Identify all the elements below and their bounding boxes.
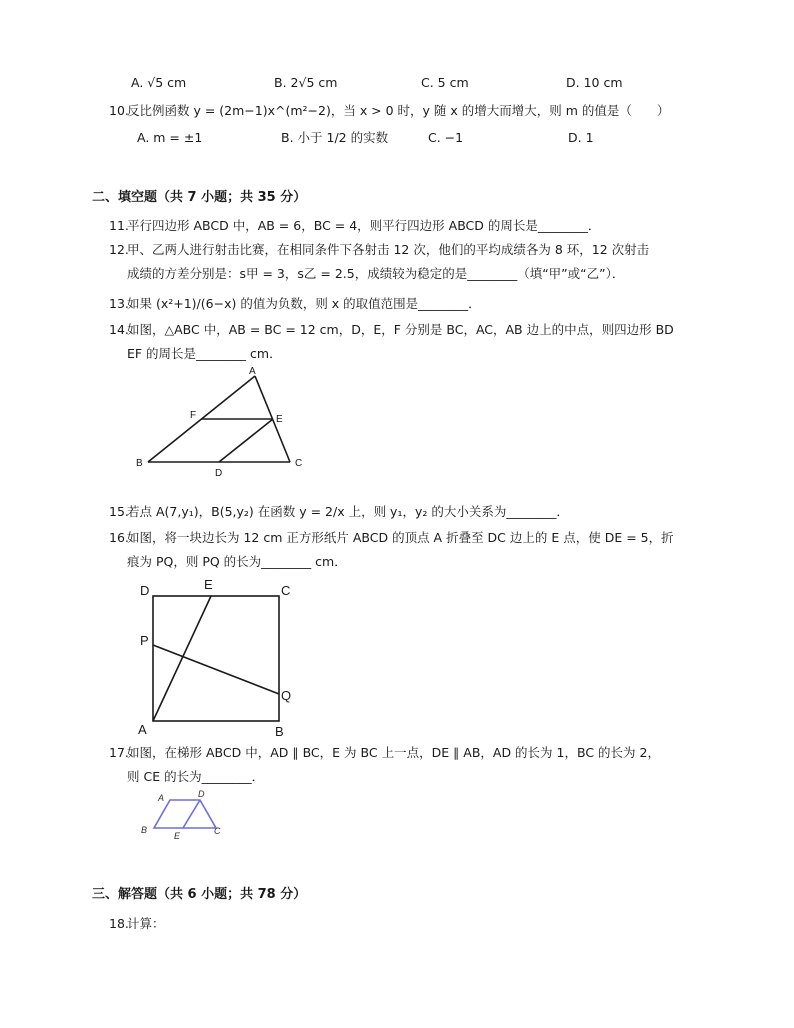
q18-number: 18.: [109, 916, 129, 931]
q16-label-a: A: [138, 722, 147, 737]
q17-trapezoid-figure: [136, 788, 232, 844]
q16-line2: 痕为 PQ，则 PQ 的长为________ cm．: [127, 554, 347, 569]
q17-label-a: A: [158, 793, 165, 803]
q14-number: 14.: [109, 322, 129, 337]
q17-number: 17.: [109, 745, 129, 760]
q12-number: 12.: [109, 242, 129, 257]
q14-label-b: B: [136, 458, 143, 469]
q12-line1: 甲、乙两人进行射击比赛，在相同条件下各射击 12 次，他们的平均成绩各为 8 环，12 次射击: [127, 242, 650, 257]
q16-label-c: C: [281, 583, 291, 598]
q14-line1: 如图，△ABC 中，AB = BC = 12 cm，D，E，F 分别是 BC，AC，AB 边上的中点，则四边形 BD: [127, 322, 674, 337]
q16-label-q: Q: [281, 688, 292, 703]
q9-option-b: B. 2√5 cm: [274, 75, 338, 90]
q9-option-a: A. √5 cm: [131, 75, 187, 90]
q14-triangle-figure: [128, 362, 318, 478]
q16-label-p: P: [140, 633, 149, 648]
q12-line2: 成绩的方差分别是：s甲 = 3，s乙 = 2.5，成绩较为稳定的是________（填“甲”或“乙”）．: [127, 266, 625, 281]
q13-number: 13.: [109, 296, 129, 311]
q14-label-d: D: [215, 468, 223, 478]
q17-line2: 则 CE 的长为________．: [127, 769, 265, 784]
q16-number: 16.: [109, 530, 129, 545]
q10-number: 10.: [109, 103, 129, 118]
q18-text: 计算：: [127, 916, 165, 931]
q14-line2: EF 的周长是________ cm．: [127, 346, 282, 361]
q10-option-c: C. −1: [428, 130, 464, 145]
q17-label-d: D: [198, 789, 205, 799]
q11-text: 平行四边形 ABCD 中，AB = 6，BC = 4，则平行四边形 ABCD 的周长是________．: [127, 218, 601, 233]
q15-text: 若点 A(7,y₁)，B(5,y₂) 在函数 y = 2/x 上，则 y₁，y₂ 的大小关系为________．: [127, 504, 569, 519]
q9-option-d: D. 10 cm: [566, 75, 623, 90]
q14-label-c: C: [295, 458, 303, 469]
q10-option-a: A. m = ±1: [137, 130, 203, 145]
q16-segment-ae: [153, 596, 211, 721]
q14-label-e: E: [276, 414, 283, 425]
q16-label-d: D: [140, 583, 150, 598]
q10-stem: 反比例函数 y = (2m−1)x^(m²−2)，当 x > 0 时，y 随 x 的增大而增大，则 m 的值是（ ）: [127, 103, 670, 118]
q17-label-e: E: [174, 831, 181, 841]
q10-option-b: B. 小于 1/2 的实数: [281, 130, 389, 145]
q10-option-d: D. 1: [568, 130, 594, 145]
q13-text: 如果 (x²+1)/(6−x) 的值为负数，则 x 的取值范围是________．: [127, 296, 481, 311]
q16-label-e: E: [204, 577, 213, 592]
q17-line1: 如图，在梯形 ABCD 中，AD ∥ BC，E 为 BC 上一点，DE ∥ AB，AD 的长为 1，BC 的长为 2，: [127, 745, 660, 760]
q11-number: 11.: [109, 218, 129, 233]
q17-segment-de: [183, 800, 200, 828]
q9-option-c: C. 5 cm: [421, 75, 469, 90]
q16-crease-pq: [153, 645, 279, 694]
q15-number: 15.: [109, 504, 129, 519]
section-2-title: 二、填空题（共 7 小题；共 35 分）: [92, 190, 307, 205]
q17-label-b: B: [141, 825, 148, 835]
q14-label-a: A: [249, 366, 256, 377]
q16-label-b: B: [275, 724, 284, 739]
q14-label-f: F: [190, 410, 197, 421]
q16-line1: 如图，将一块边长为 12 cm 正方形纸片 ABCD 的顶点 A 折叠至 DC 边上的 E 点，使 DE = 5，折: [127, 530, 674, 545]
q16-square-abcd: [153, 596, 279, 721]
q17-label-c: C: [214, 826, 221, 836]
q14-segment-de: [219, 419, 273, 462]
q16-square-figure: [134, 576, 304, 740]
section-3-title: 三、解答题（共 6 小题；共 78 分）: [92, 887, 307, 902]
